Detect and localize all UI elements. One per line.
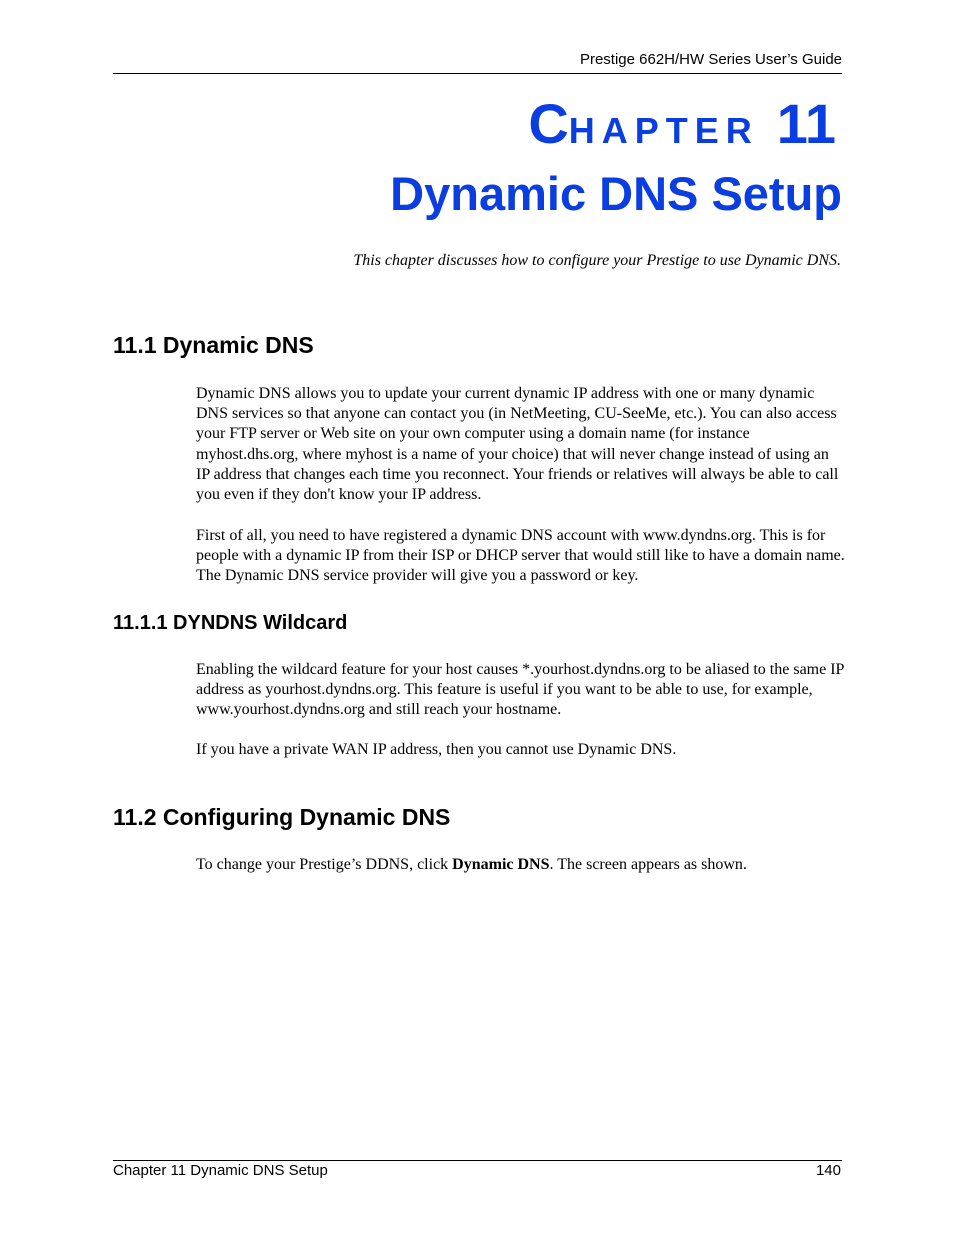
section-11-2-text-after: . The screen appears as shown.	[549, 856, 747, 873]
section-11-2-paragraph-1	[196, 855, 846, 875]
chapter-number: 11	[776, 92, 836, 155]
running-header-title: Prestige 662H/HW Series User’s Guide	[579, 51, 842, 68]
section-11-1-1-paragraph-1: Enabling the wildcard feature for your host causes *.yourhost.dyndns.org to be aliased to the same IP address as yourhost.dyndns.org. This feature is useful if you want to be able to use, for example, www.yourhost.dyndns.org and still reach your hostname.	[196, 661, 844, 719]
header-rule	[113, 73, 842, 74]
dynamic-dns-menu-reference: Dynamic DNS	[452, 856, 550, 873]
chapter-title: Dynamic DNS Setup	[390, 167, 842, 220]
footer-chapter-title: Chapter 11 Dynamic DNS Setup	[113, 1162, 328, 1179]
section-11-2-text-before: To change your Prestige’s DDNS, click	[196, 856, 453, 873]
chapter-label-rest: HAPTER	[568, 110, 759, 151]
footer-page-number: 140	[815, 1162, 841, 1179]
chapter-intro: This chapter discusses how to configure your Prestige to use Dynamic DNS.	[353, 252, 841, 269]
section-11-1-paragraph-1: Dynamic DNS allows you to update your current dynamic IP address with one or many dynamic DNS services so that anyone can contact you (in NetMeeting, CU-SeeMe, etc.). You can also access your FTP server or Web site on your own computer using a domain name (for instance myhost.dhs.org, where myhost is a name of your choice) that will never change instead of using an IP address that changes each time you reconnect. Your friends or relatives will always be able to call you even if they don't know your IP address.	[196, 385, 839, 504]
chapter-label-initial: C	[528, 92, 569, 155]
section-heading-11-2: 11.2 Configuring Dynamic DNS	[113, 804, 451, 830]
section-11-1-paragraph-2: First of all, you need to have registered a dynamic DNS account with www.dyndns.org. This is for people with a dynamic IP from their ISP or DHCP server that would still like to have a domain name. The Dynamic DNS service provider will give you a password or key.	[196, 527, 845, 585]
section-11-1-1-paragraph-2: If you have a private WAN IP address, then you cannot use Dynamic DNS.	[196, 741, 677, 758]
footer-rule	[113, 1160, 842, 1161]
section-heading-11-1: 11.1 Dynamic DNS	[113, 332, 314, 358]
section-heading-11-1-1: 11.1.1 DYNDNS Wildcard	[113, 612, 348, 634]
chapter-label	[528, 92, 836, 155]
